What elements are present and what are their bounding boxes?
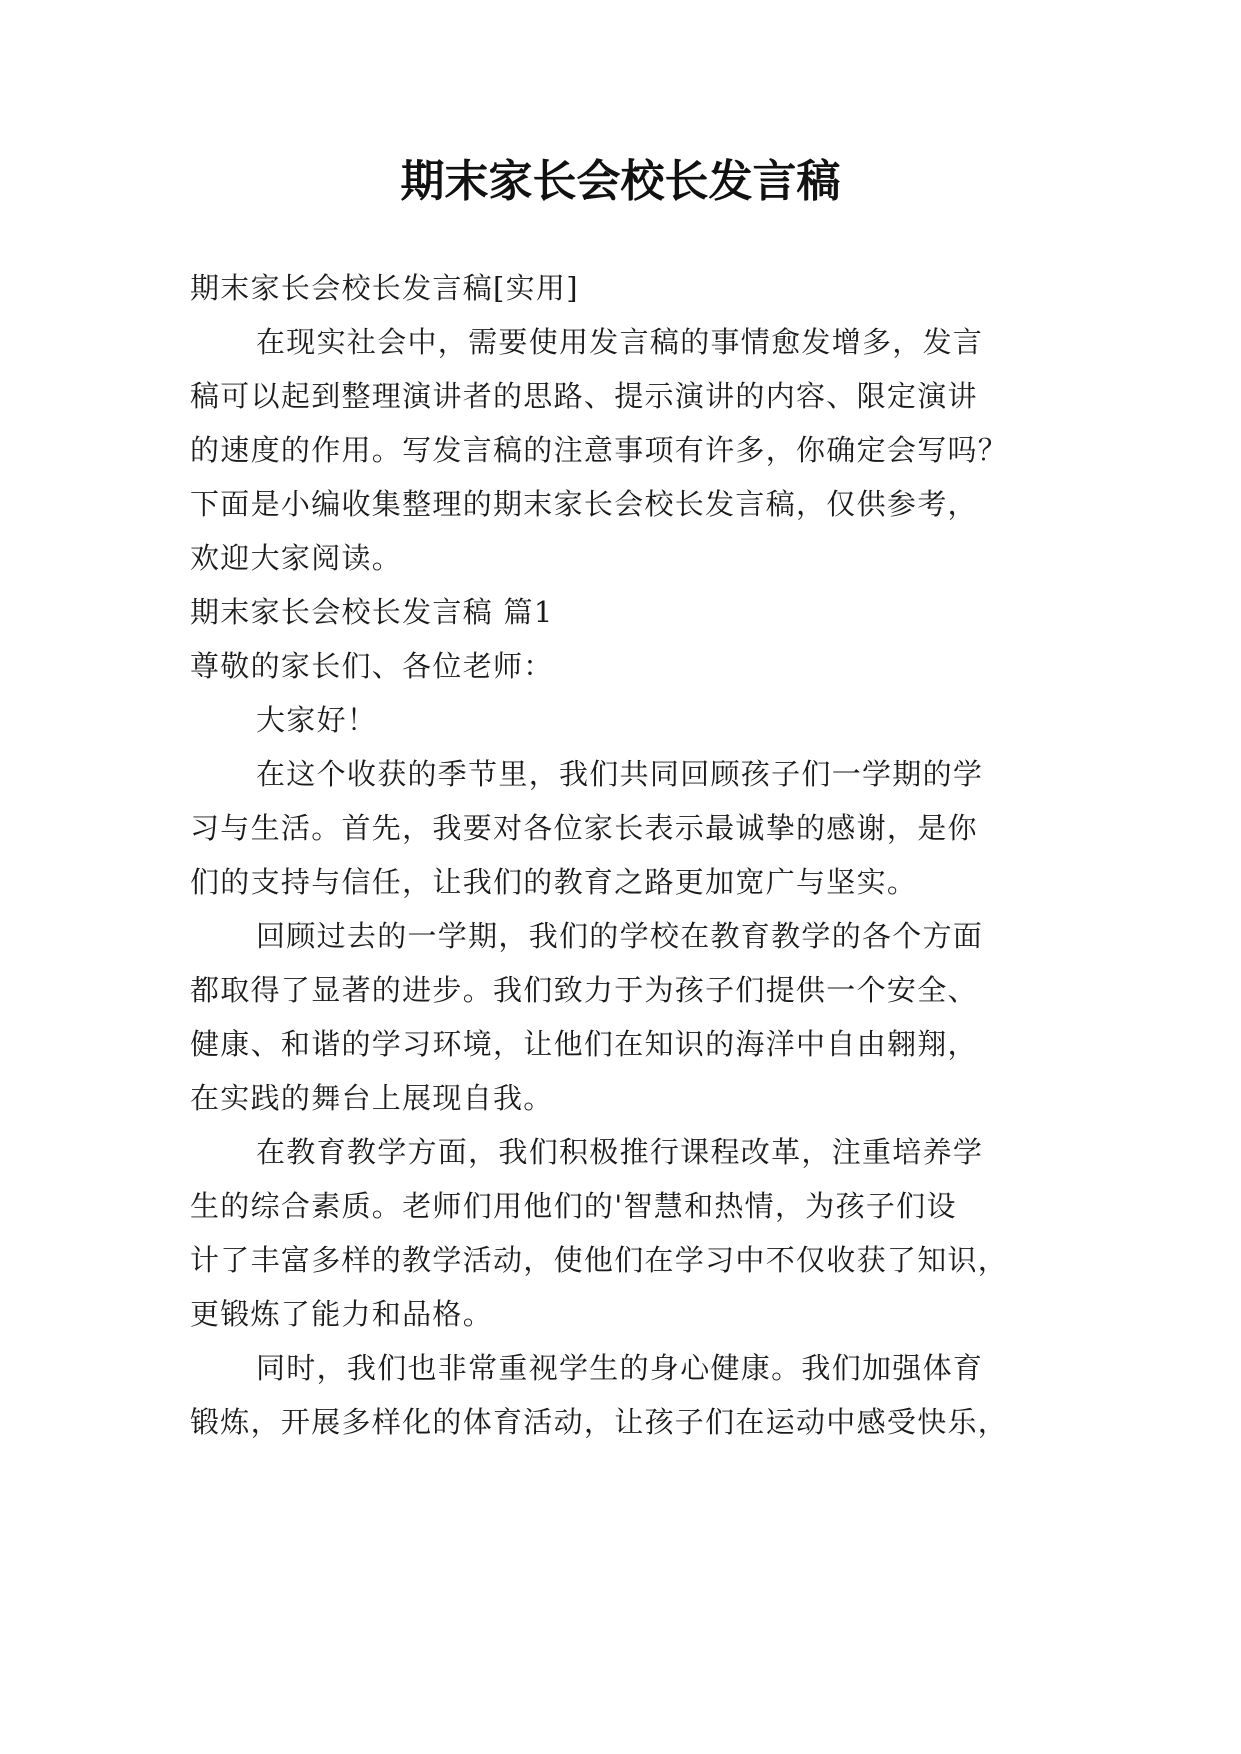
body-line-12: 们的支持与信任，让我们的教育之路更加宽广与坚实。: [190, 865, 918, 899]
body-line-5: 下面是小编收集整理的期末家长会校长发言稿，仅供参考，: [190, 487, 978, 521]
body-line-14: 都取得了显著的进步。我们致力于为孩子们提供一个安全、: [190, 973, 978, 1007]
body-line-3: 稿可以起到整理演讲者的思路、提示演讲的内容、限定演讲: [190, 379, 978, 413]
body-line-4: 的速度的作用。写发言稿的注意事项有许多，你确定会写吗？: [190, 433, 1009, 467]
body-line-15: 健康、和谐的学习环境，让他们在知识的海洋中自由翱翔，: [190, 1027, 978, 1061]
body-line-16: 在实践的舞台上展现自我。: [190, 1081, 554, 1115]
body-line-11: 习与生活。首先，我要对各位家长表示最诚挚的感谢，是你: [190, 811, 978, 845]
body-line-18: 生的综合素质。老师们用他们的'智慧和热情，为孩子们设: [190, 1189, 957, 1223]
body-line-21: 同时，我们也非常重视学生的身心健康。我们加强体育: [256, 1351, 984, 1385]
body-line-9: 大家好！: [256, 703, 378, 737]
body-line-2: 在现实社会中，需要使用发言稿的事情愈发增多，发言: [256, 325, 984, 359]
body-line-13: 回顾过去的一学期，我们的学校在教育教学的各个方面: [256, 919, 984, 953]
body-line-8: 尊敬的家长们、各位老师：: [190, 649, 554, 683]
document-title: 期末家长会校长发言稿: [400, 156, 841, 207]
body-line-1: 期末家长会校长发言稿[实用]: [190, 271, 579, 305]
body-line-10: 在这个收获的季节里，我们共同回顾孩子们一学期的学: [256, 757, 984, 791]
body-line-22: 锻炼，开展多样化的体育活动，让孩子们在运动中感受快乐，: [190, 1405, 1009, 1439]
body-line-19: 计了丰富多样的教学活动，使他们在学习中不仅收获了知识，: [190, 1243, 1009, 1277]
body-line-6: 欢迎大家阅读。: [190, 541, 403, 575]
body-line-7: 期末家长会校长发言稿 篇1: [190, 595, 554, 629]
body-line-17: 在教育教学方面，我们积极推行课程改革，注重培养学: [256, 1135, 984, 1169]
body-line-20: 更锻炼了能力和品格。: [190, 1297, 494, 1331]
